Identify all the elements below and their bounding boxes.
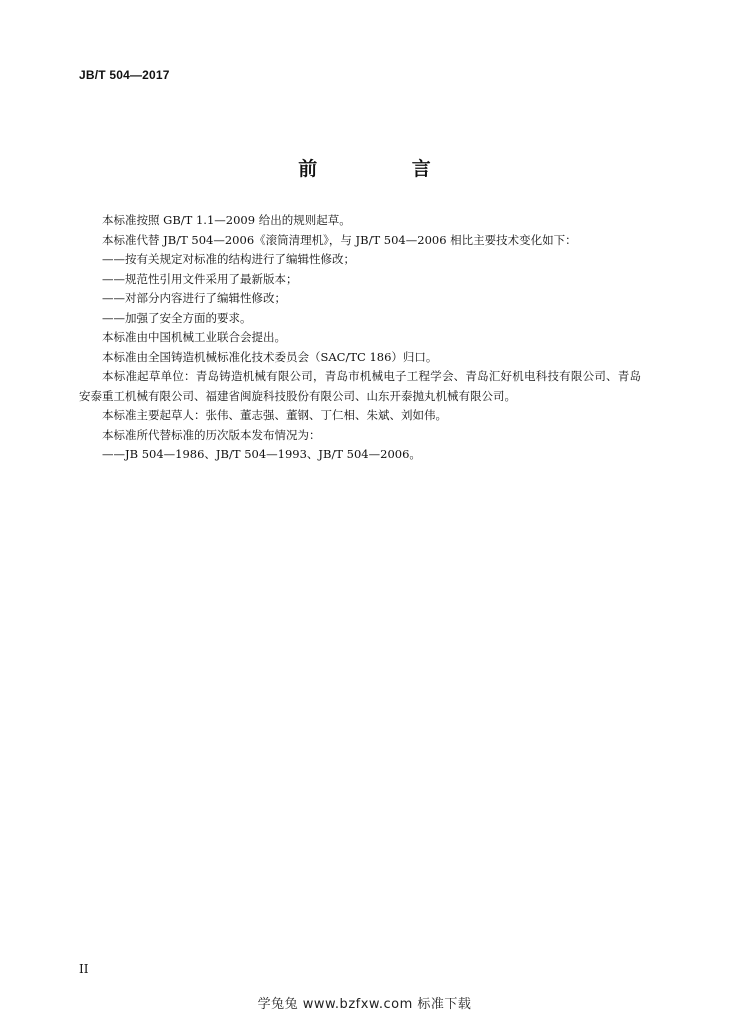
- paragraph-proposed-by: 本标准由中国机械工业联合会提出。: [102, 330, 286, 344]
- paragraph-drafting-rules: 本标准按照 GB/T 1.1—2009 给出的规则起草。: [102, 213, 351, 227]
- list-item-change: ——对部分内容进行了编辑性修改；: [102, 291, 286, 305]
- page-title: 前 言: [298, 158, 475, 180]
- standard-code: JB/T 504—2017: [79, 68, 170, 82]
- footer-watermark: 学兔兔 www.bzfxw.com 标准下载: [257, 997, 472, 1012]
- list-item-previous-versions: ——JB 504—1986、JB/T 504—1993、JB/T 504—2006。: [102, 447, 421, 461]
- paragraph-replaces: 本标准代替 JB/T 504—2006《滚筒清理机》，与 JB/T 504—2006 相比主要技术变化如下：: [102, 232, 577, 247]
- paragraph-drafting-units: 本标准起草单位：青岛铸造机械有限公司，青岛市机械电子工程学会、青岛汇好机电科技有限公司、青岛安泰重工机械有限公司、福建省闽旋科技股份有限公司、山东开泰抛丸机械有限公司。: [79, 369, 641, 403]
- paragraph-centralized-by: 本标准由全国铸造机械标准化技术委员会（SAC/TC 186）归口。: [102, 349, 438, 364]
- paragraph-drafters: 本标准主要起草人：张伟、董志强、董钢、丁仁相、朱斌、刘如伟。: [102, 408, 447, 422]
- page-number: II: [79, 962, 89, 976]
- paragraph-version-history: 本标准所代替标准的历次版本发布情况为：: [102, 427, 321, 442]
- foreword-body: [79, 211, 641, 465]
- list-item-change: ——规范性引用文件采用了最新版本；: [102, 271, 298, 286]
- list-item-change: ——加强了安全方面的要求。: [102, 310, 252, 325]
- list-item-change: ——按有关规定对标准的结构进行了编辑性修改；: [102, 252, 355, 266]
